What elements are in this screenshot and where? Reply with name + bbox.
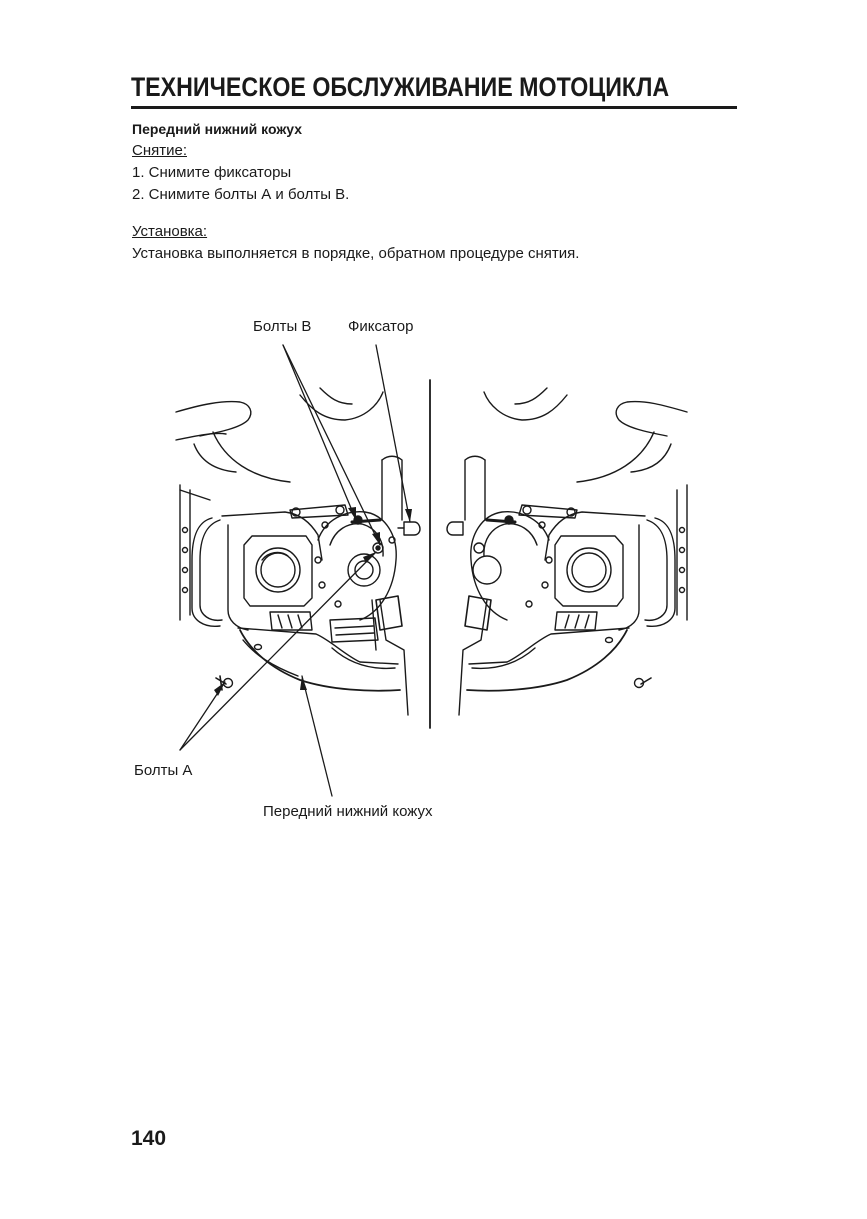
section-heading: Передний нижний кожух bbox=[132, 121, 303, 137]
callout-bolts-a: Болты А bbox=[134, 762, 193, 779]
removal-heading: Снятие: bbox=[132, 142, 187, 159]
installation-heading: Установка: bbox=[132, 223, 208, 240]
leader-bolts-a-2 bbox=[180, 552, 376, 750]
left-view bbox=[176, 388, 420, 715]
callout-bolts-b: Болты В bbox=[253, 318, 312, 335]
removal-step-1: 1. Снимите фиксаторы bbox=[132, 164, 292, 181]
leader-retainer bbox=[376, 345, 410, 522]
page-title: ТЕХНИЧЕСКОЕ ОБСЛУЖИВАНИЕ МОТОЦИКЛА bbox=[131, 72, 670, 102]
right-view bbox=[447, 388, 687, 715]
removal-step-2: 2. Снимите болты А и болты В. bbox=[132, 186, 350, 203]
callout-retainer: Фиксатор bbox=[348, 318, 414, 335]
page-number: 140 bbox=[131, 1127, 167, 1150]
leader-bolts-b-1 bbox=[283, 345, 356, 520]
installation-text: Установка выполняется в порядке, обратном процедуре снятия. bbox=[132, 245, 580, 262]
leader-front-cover bbox=[302, 676, 332, 796]
callout-front-lower-cover: Передний нижний кожух bbox=[263, 803, 433, 820]
